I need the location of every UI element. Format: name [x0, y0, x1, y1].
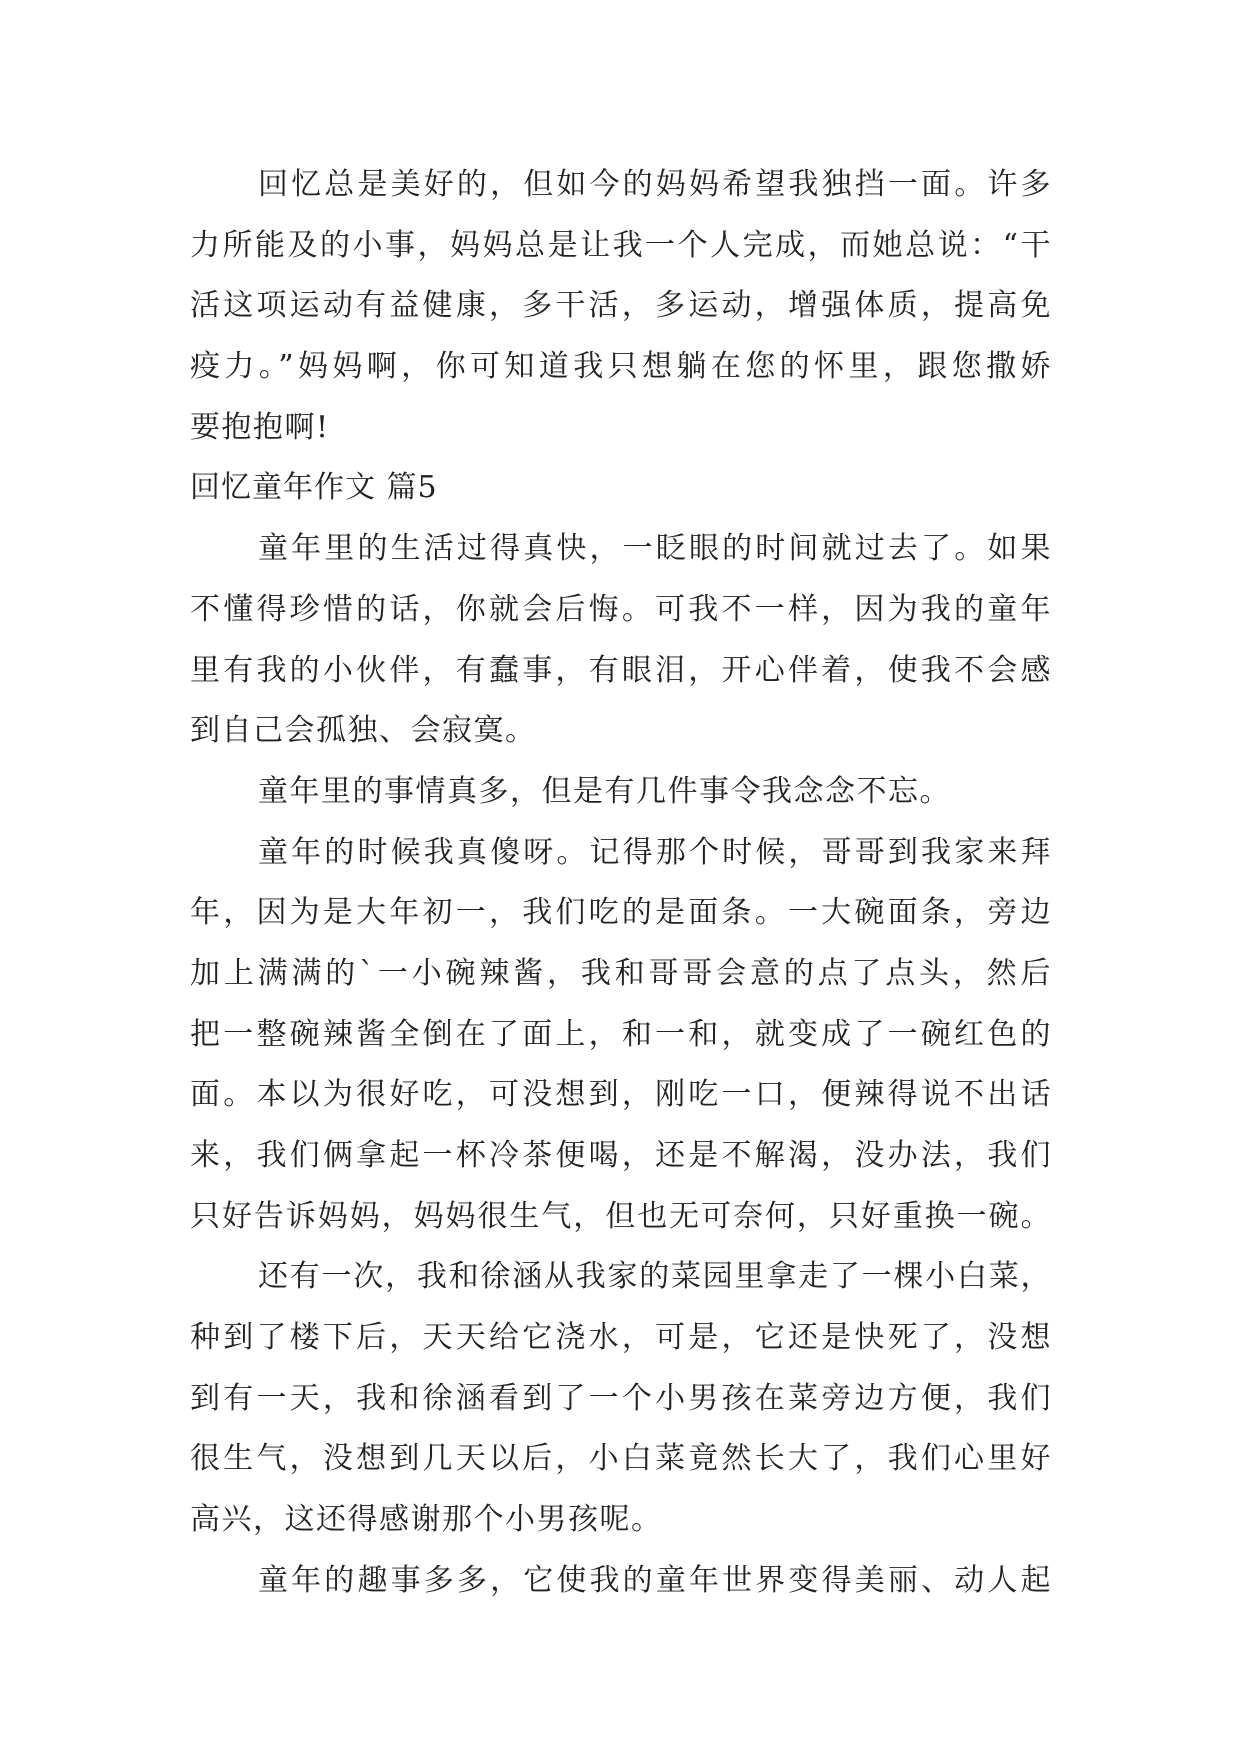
- text-line: 要抱抱啊!: [190, 409, 330, 445]
- text-line: 很生气，没想到几天以后，小白菜竟然长大了，我们心里好: [190, 1441, 1052, 1477]
- text-line: 面。本以为很好吃，可没想到，刚吃一口，便辣得说不出话: [190, 1077, 1052, 1113]
- text-line: 加上满满的`一小碗辣酱，我和哥哥会意的点了点头，然后: [190, 955, 1052, 991]
- text-line: 疫力。”妈妈啊，你可知道我只想躺在您的怀里，跟您撒娇: [190, 349, 1052, 385]
- text-line: 把一整碗辣酱全倒在了面上，和一和，就变成了一碗红色的: [190, 1016, 1052, 1052]
- text-line: 种到了楼下后，天天给它浇水，可是，它还是快死了，没想: [190, 1320, 1052, 1356]
- text-line: 到自己会孤独、会寂寞。: [190, 713, 537, 749]
- text-line: 力所能及的小事，妈妈总是让我一个人完成，而她总说：“干: [190, 227, 1052, 263]
- text-line: 活这项运动有益健康，多干活，多运动，增强体质，提高免: [190, 288, 1052, 324]
- text-line: 童年里的生活过得真快，一眨眼的时间就过去了。如果: [258, 531, 1052, 567]
- section-heading: 回忆童年作文 篇5: [190, 470, 438, 506]
- text-line: 回忆总是美好的，但如今的妈妈希望我独挡一面。许多: [258, 167, 1052, 202]
- text-line: 高兴，这还得感谢那个小男孩呢。: [190, 1502, 663, 1538]
- text-line: 还有一次，我和徐涵从我家的菜园里拿走了一棵小白菜，: [258, 1259, 1052, 1295]
- text-line: 只好告诉妈妈，妈妈很生气，但也无可奈何，只好重换一碗。: [190, 1198, 1052, 1234]
- text-line: 里有我的小伙伴，有蠢事，有眼泪，开心伴着，使我不会感: [190, 652, 1052, 688]
- essay-text-column: [190, 155, 1052, 1612]
- text-line: 年，因为是大年初一，我们吃的是面条。一大碗面条，旁边: [190, 895, 1052, 931]
- text-line: 童年里的事情真多，但是有几件事令我念念不忘。: [258, 773, 951, 809]
- text-line: 不懂得珍惜的话，你就会后悔。可我不一样，因为我的童年: [190, 591, 1052, 627]
- text-line: 到有一天，我和徐涵看到了一个小男孩在菜旁边方便，我们: [190, 1380, 1052, 1416]
- text-line: 童年的时候我真傻呀。记得那个时候，哥哥到我家来拜: [258, 834, 1052, 870]
- text-line: 童年的趣事多多，它使我的童年世界变得美丽、动人起: [258, 1562, 1052, 1598]
- text-line: 来，我们俩拿起一杯冷茶便喝，还是不解渴，没办法，我们: [190, 1138, 1052, 1173]
